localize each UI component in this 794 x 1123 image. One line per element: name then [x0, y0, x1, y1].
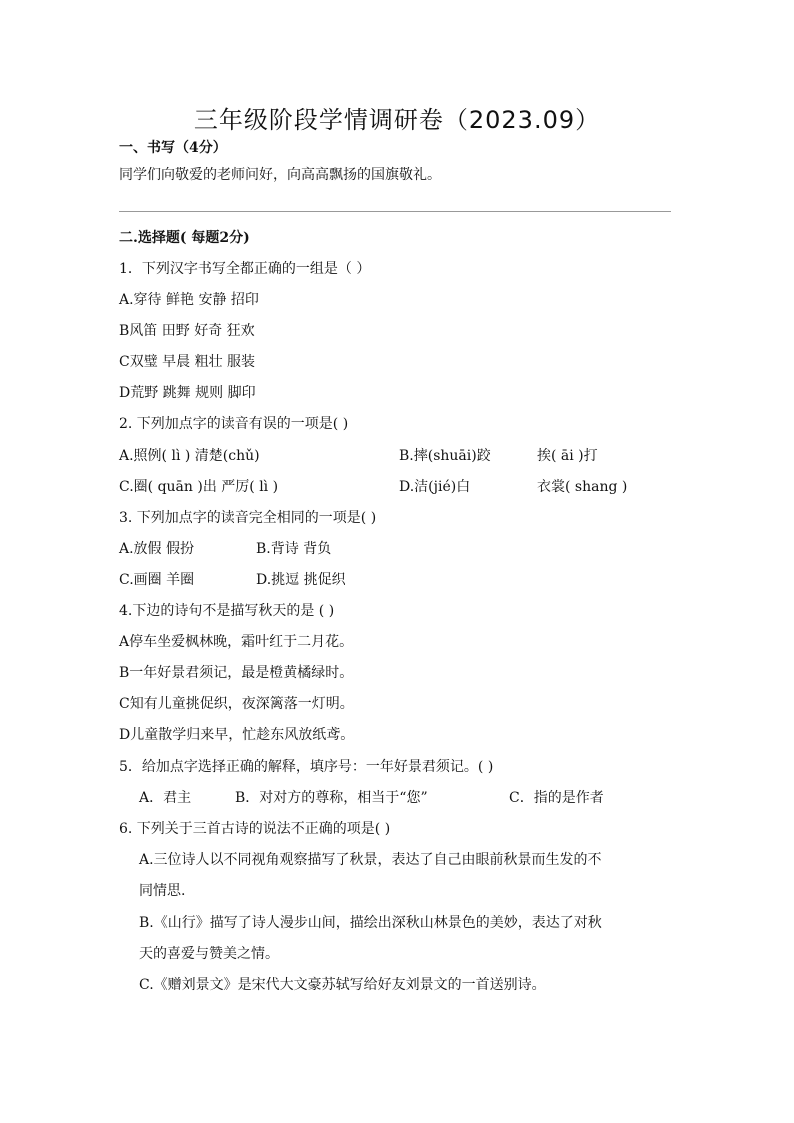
section1-text: 同学们向敬爱的老师问好，向高高飘扬的国旗敬礼。	[119, 167, 441, 183]
q4-stem: 4.下边的诗句不是描写秋天的是 ( )	[119, 603, 335, 619]
q4-option-b: B一年好景君须记，最是橙黄橘绿时。	[119, 665, 354, 681]
q2-option-b: B.摔(shuāi)跤	[399, 448, 491, 464]
q3-option-c: C.画圈 羊圈	[119, 572, 195, 588]
q2-option-a: A.照例( lì ) 清楚(chǔ)	[119, 448, 260, 464]
section2-heading: 二.选择题( 每题2分)	[119, 230, 250, 246]
q1-option-a: A.穿待 鲜艳 安静 招印	[119, 292, 259, 308]
q6-option-a-line-1: A.三位诗人以不同视角观察描写了秋景，表达了自己由眼前秋景而生发的不	[139, 852, 602, 868]
q2-option-c: C.圈( quān )出 严厉( lì )	[119, 479, 279, 495]
q3-row-2	[119, 570, 419, 590]
q5-option-c: C．指的是作者	[509, 790, 604, 806]
section1-heading: 一、书写（4分）	[119, 140, 227, 156]
q1-option-b: B风笛 田野 好奇 狂欢	[119, 323, 255, 339]
q2-stem: 2. 下列加点字的读音有误的一项是( )	[119, 416, 349, 432]
q5-option-b: B．对对方的尊称，相当于“您”	[235, 790, 428, 806]
q5-stem: 5．给加点字选择正确的解释，填序号：一年好景君须记。( )	[119, 759, 494, 775]
q4-option-a: A停车坐爱枫林晚，霜叶红于二月花。	[119, 634, 354, 650]
q2-row-2	[119, 477, 679, 497]
page-title: 三年级阶段学情调研卷（2023.09）	[193, 106, 601, 134]
q4-option-d: D儿童散学归来早，忙趁东风放纸鸢。	[119, 727, 355, 743]
q5-option-a: A．君主	[139, 790, 192, 806]
q1-stem: 1．下列汉字书写全都正确的一组是（ ）	[119, 261, 371, 277]
q2-option-d-extra: 衣裳( shang )	[537, 479, 628, 495]
q1-option-d: D荒野 跳舞 规则 脚印	[119, 385, 256, 401]
divider	[119, 211, 671, 212]
q3-row-1	[119, 539, 419, 559]
q3-option-b: B.背诗 背负	[256, 541, 332, 557]
q3-option-d: D.挑逗 挑促织	[256, 572, 346, 588]
q5-options	[139, 788, 639, 808]
q4-option-c: C知有儿童挑促织，夜深篱落一灯明。	[119, 696, 354, 712]
q6-stem: 6. 下列关于三首古诗的说法不正确的项是( )	[119, 821, 391, 837]
q6-option-c: C.《赠刘景文》是宋代大文豪苏轼写给好友刘景文的一首送别诗。	[139, 977, 546, 993]
q2-row-1	[119, 446, 679, 466]
q6-option-a-line-2: 同情思.	[139, 883, 186, 899]
q3-stem: 3. 下列加点字的读音完全相同的一项是( )	[119, 510, 377, 526]
q2-option-d: D.洁(jié)白	[399, 479, 471, 495]
q3-option-a: A.放假 假扮	[119, 541, 195, 557]
q6-option-b-line-1: B.《山行》描写了诗人漫步山间，描绘出深秋山林景色的美妙，表达了对秋	[139, 915, 602, 931]
q1-option-c: C双璧 早晨 粗壮 服装	[119, 354, 256, 370]
q6-option-b-line-2: 天的喜爱与赞美之情。	[139, 946, 279, 962]
q2-option-b-extra: 挨( āi )打	[537, 448, 598, 464]
